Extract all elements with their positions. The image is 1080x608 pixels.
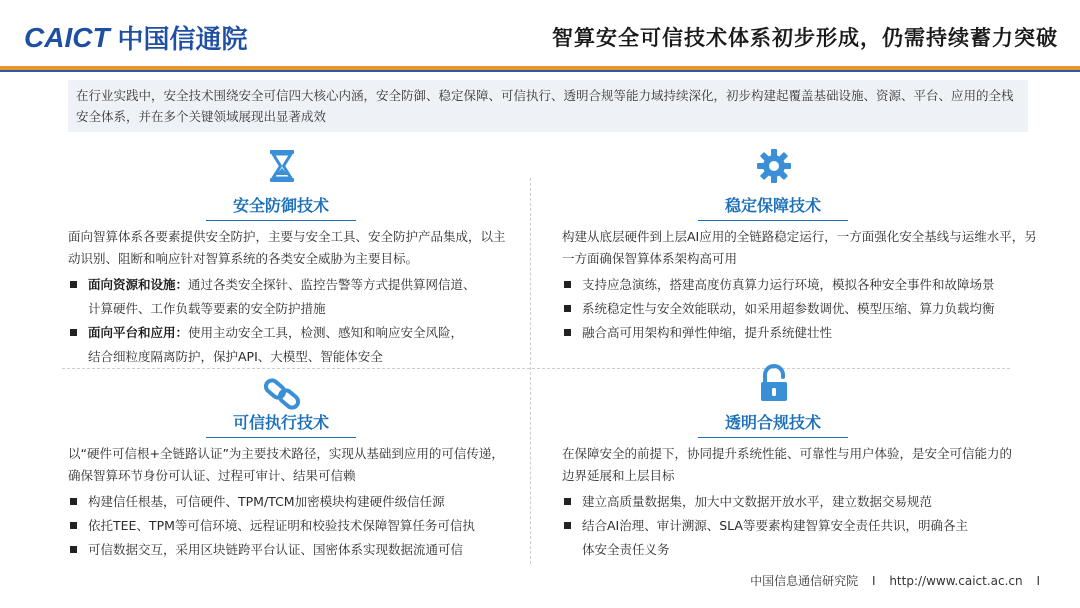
bullet-list-compliance — [562, 490, 1042, 562]
list-item-continuation: 结合细粒度隔离防护，保护API、大模型、智能体安全 — [88, 349, 383, 364]
bullet-square-icon — [564, 522, 571, 529]
section-desc-stability: 构建从底层硬件到上层AI应用的全链路稳定运行，一方面强化安全基线与运维水平，另一方面确保智算体系架构高可用 — [562, 229, 1037, 266]
section-desc-compliance: 在保障安全的前提下，协同提升系统性能、可靠性与用户体验，是安全可信能力的边界延展和上层目标 — [562, 446, 1013, 483]
bullet-square-icon — [564, 498, 571, 505]
list-item-continuation: 计算硬件、工作负载等要素的安全防护措施 — [88, 301, 326, 316]
hourglass-icon — [262, 146, 302, 186]
list-item: 结合AI治理、审计溯源、SLA等要素构建智算安全责任共识，明确各主 — [562, 514, 1042, 538]
list-item: 构建信任根基，可信硬件、TPM/TCM加密模块构建硬件级信任源 — [68, 490, 518, 514]
logo-latin: CAICT — [24, 21, 110, 53]
section-title-stability: 稳定保障技术 — [698, 193, 848, 221]
list-item: 融合高可用架构和弹性伸缩，提升系统健壮性 — [562, 321, 1042, 345]
list-item: 系统稳定性与安全效能联动，如采用超参数调优、模型压缩、算力负载均衡 — [562, 297, 1042, 321]
header — [0, 0, 1080, 66]
footer — [750, 572, 1050, 589]
bullet-list-trusted — [68, 490, 518, 562]
footer-org: 中国信息通信研究院 — [750, 574, 859, 588]
unlock-icon — [754, 364, 794, 404]
header-rule-blue — [0, 70, 1080, 72]
section-title-defense: 安全防御技术 — [206, 193, 356, 221]
caict-logo — [24, 19, 248, 56]
bullet-square-icon — [564, 305, 571, 312]
section-desc-defense: 面向智算体系各要素提供安全防护，主要与安全工具、安全防护产品集成，以主动识别、阻断和响应针对智算系统的各类安全威胁为主要目标。 — [68, 229, 506, 266]
footer-url[interactable]: http://www.caict.ac.cn — [889, 574, 1023, 588]
gear-icon — [754, 146, 794, 186]
bullet-square-icon — [70, 281, 77, 288]
chain-link-icon — [262, 374, 302, 414]
list-item: 建立高质量数据集，加大中文数据开放水平，建立数据交易规范 — [562, 490, 1042, 514]
footer-separator: I — [871, 574, 876, 588]
logo-chinese: 中国信通院 — [117, 25, 248, 55]
section-title-compliance: 透明合规技术 — [698, 410, 848, 438]
footer-separator-tail: I — [1036, 574, 1040, 588]
bullet-square-icon — [70, 546, 77, 553]
bullet-list-stability — [562, 273, 1042, 345]
section-desc-trusted: 以“硬件可信根+全链路认证”为主要技术路径，实现从基础到应用的可信传递，确保智算环节身份可认证、过程可审计、结果可信赖 — [68, 446, 504, 483]
section-title-trusted: 可信执行技术 — [206, 410, 356, 438]
list-item: 面向平台和应用：使用主动安全工具，检测、感知和响应安全风险， — [68, 321, 518, 345]
list-item: 面向资源和设施：通过各类安全探针、监控告警等方式提供算网信道、 — [68, 273, 518, 297]
bullet-square-icon — [70, 329, 77, 336]
bullet-square-icon — [70, 498, 77, 505]
list-item: 依托TEE、TPM等可信环境、远程证明和校验技术保障智算任务可信执 — [68, 514, 518, 538]
intro-box: 在行业实践中，安全技术围绕安全可信四大核心内涵，安全防御、稳定保障、可信执行、透明合规等能力域持续深化，初步构建起覆盖基础设施、资源、平台、应用的全栈安全体系，并在多个关键领域展现出显著成效 — [68, 80, 1028, 132]
list-item-continuation: 体安全责任义务 — [582, 542, 670, 557]
bullet-square-icon — [70, 522, 77, 529]
bullet-square-icon — [564, 281, 571, 288]
bullet-square-icon — [564, 329, 571, 336]
list-item: 支持应急演练，搭建高度仿真算力运行环境，模拟各种安全事件和故障场景 — [562, 273, 1042, 297]
page-title: 智算安全可信技术体系初步形成，仍需持续蓄力突破 — [552, 26, 1058, 50]
list-item: 可信数据交互，采用区块链跨平台认证、国密体系实现数据流通可信 — [68, 538, 518, 562]
vertical-divider — [530, 178, 531, 564]
bullet-list-defense — [68, 273, 518, 369]
